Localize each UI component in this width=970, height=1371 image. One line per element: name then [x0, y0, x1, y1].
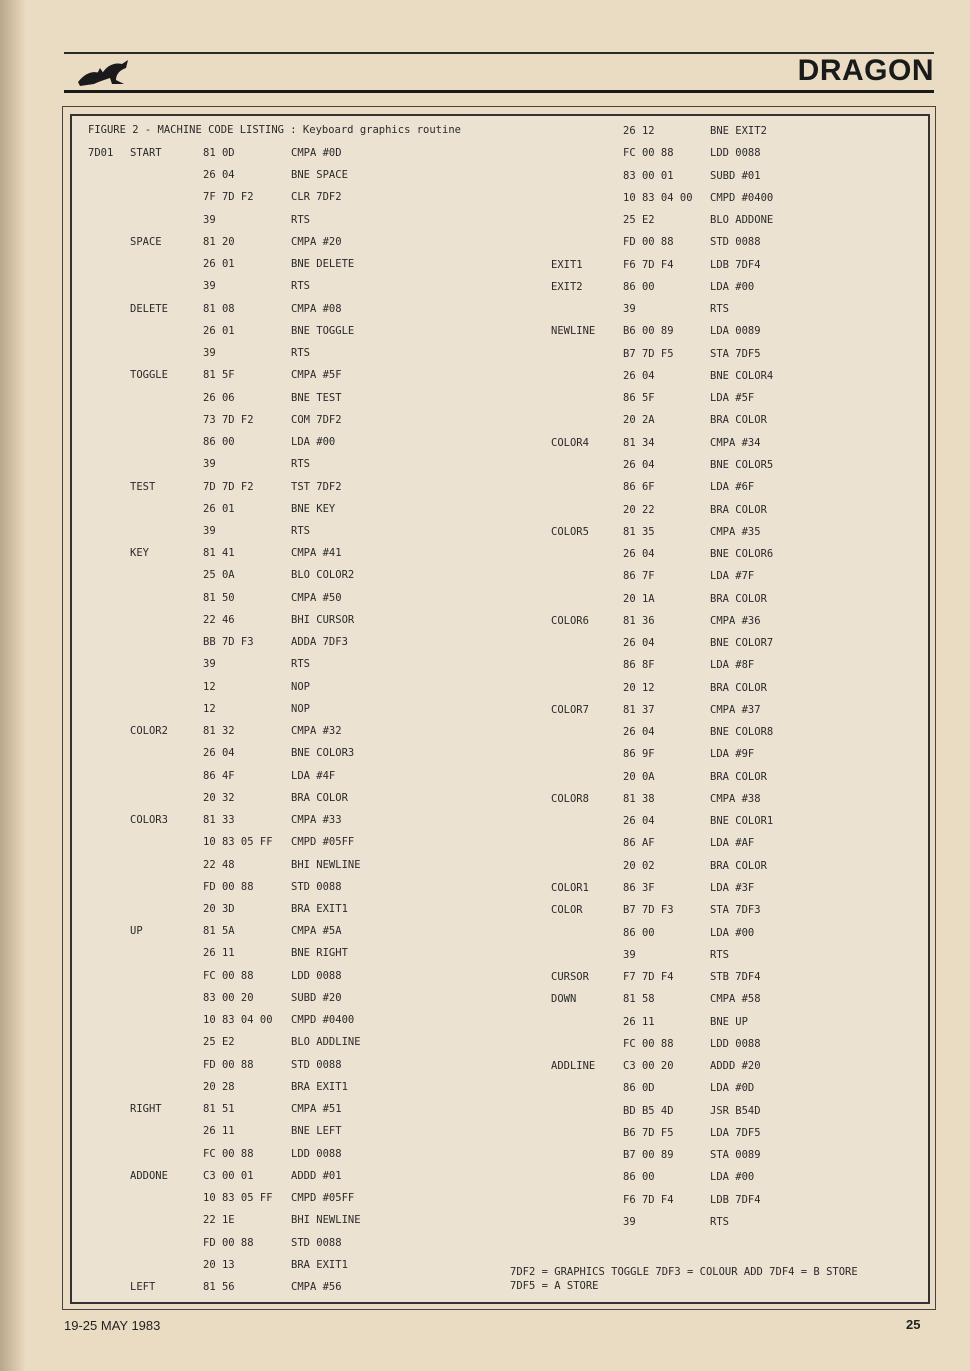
code-label: COLOR1: [551, 882, 589, 895]
code-label: LEFT: [130, 1281, 156, 1293]
right-code-line: [0, 281, 970, 295]
hex-bytes: BD B5 4D: [623, 1104, 674, 1117]
code-label: COLOR3: [130, 814, 168, 827]
hex-bytes: 20 32: [203, 791, 235, 804]
right-code-line: [0, 837, 970, 851]
right-code-line: [0, 259, 970, 273]
assembly-instruction: RTS: [291, 280, 310, 293]
assembly-instruction: LDA #00: [710, 1171, 755, 1184]
hex-bytes: 86 0D: [623, 1082, 655, 1095]
hex-bytes: 83 00 01: [623, 169, 674, 182]
assembly-instruction: BRA COLOR: [710, 503, 767, 516]
assembly-instruction: BHI NEWLINE: [291, 1214, 361, 1227]
hex-bytes: FD 00 88: [203, 1236, 254, 1249]
assembly-instruction: BRA COLOR: [710, 592, 767, 605]
hex-bytes: 26 04: [623, 369, 655, 382]
assembly-instruction: BRA EXIT1: [291, 1080, 348, 1093]
hex-bytes: 86 5F: [623, 392, 655, 405]
hex-bytes: 26 04: [203, 747, 235, 760]
code-label: COLOR5: [551, 525, 589, 538]
code-label: ADDONE: [130, 1169, 168, 1182]
assembly-instruction: BNE EXIT2: [710, 125, 767, 137]
assembly-instruction: NOP: [291, 680, 310, 693]
hex-bytes: C3 00 01: [203, 1169, 254, 1182]
right-code-line: [0, 860, 970, 874]
assembly-instruction: BNE COLOR8: [710, 726, 774, 739]
assembly-instruction: NOP: [291, 702, 310, 715]
assembly-instruction: CMPA #36: [710, 614, 761, 627]
assembly-instruction: ADDD #01: [291, 1169, 342, 1182]
right-code-line: [0, 214, 970, 228]
hex-bytes: 39: [203, 213, 216, 226]
right-code-line: [0, 526, 970, 540]
right-code-line: [0, 481, 970, 495]
left-code-line: [0, 1237, 970, 1251]
assembly-instruction: BNE SPACE: [291, 169, 348, 182]
code-label: CURSOR: [551, 971, 589, 984]
hex-bytes: 26 11: [623, 1015, 655, 1028]
assembly-instruction: RTS: [710, 1216, 729, 1228]
assembly-instruction: LDA #00: [291, 436, 336, 449]
hex-bytes: 26 01: [203, 324, 235, 337]
hex-bytes: 81 35: [623, 525, 655, 538]
assembly-instruction: BNE TEST: [291, 391, 342, 404]
hex-bytes: B7 00 89: [623, 1149, 674, 1162]
assembly-instruction: CMPD #0400: [291, 1014, 355, 1027]
hex-bytes: 39: [623, 303, 636, 316]
assembly-instruction: BRA COLOR: [710, 681, 767, 694]
assembly-instruction: BNE COLOR1: [710, 815, 774, 828]
assembly-instruction: BNE DELETE: [291, 258, 355, 271]
assembly-instruction: BNE COLOR7: [710, 637, 774, 650]
assembly-instruction: CLR 7DF2: [291, 191, 342, 204]
code-label: KEY: [130, 547, 149, 560]
assembly-instruction: LDA #9F: [710, 748, 755, 761]
hex-bytes: FC 00 88: [623, 1037, 674, 1050]
hex-bytes: 25 E2: [203, 1036, 235, 1049]
assembly-instruction: LDD 0088: [710, 147, 761, 160]
right-code-line: [0, 1105, 970, 1119]
hex-bytes: 81 33: [203, 814, 235, 827]
code-label: COLOR4: [551, 436, 589, 449]
assembly-instruction: ADDD #20: [710, 1060, 761, 1073]
right-code-line: [0, 192, 970, 206]
hex-bytes: 86 00: [623, 926, 655, 939]
right-code-line: [0, 147, 970, 161]
hex-bytes: B7 7D F5: [623, 347, 674, 360]
hex-bytes: 39: [203, 347, 216, 360]
assembly-instruction: LDA #00: [710, 926, 755, 939]
right-code-line: [0, 236, 970, 250]
right-code-line: [0, 1016, 970, 1030]
hex-bytes: 86 6F: [623, 481, 655, 494]
assembly-instruction: BNE COLOR5: [710, 458, 774, 471]
hex-bytes: 26 04: [623, 726, 655, 739]
hex-bytes: 12: [203, 702, 216, 715]
hex-bytes: 81 5A: [203, 925, 235, 938]
hex-bytes: 20 12: [623, 681, 655, 694]
right-code-line: [0, 615, 970, 629]
hex-bytes: 86 8F: [623, 659, 655, 672]
assembly-instruction: RTS: [710, 948, 729, 961]
right-code-line: [0, 971, 970, 985]
assembly-instruction: BNE RIGHT: [291, 947, 348, 960]
assembly-instruction: CMPA #51: [291, 1103, 342, 1116]
assembly-instruction: TST 7DF2: [291, 480, 342, 493]
code-label: SPACE: [130, 235, 162, 248]
right-code-line: [0, 1216, 970, 1230]
assembly-instruction: BRA COLOR: [710, 859, 767, 872]
assembly-instruction: LDA #0D: [710, 1082, 755, 1095]
assembly-instruction: STA 7DF3: [710, 904, 761, 917]
right-code-line: [0, 659, 970, 673]
assembly-instruction: CMPD #0400: [710, 191, 774, 204]
hex-bytes: F7 7D F4: [623, 971, 674, 984]
hex-bytes: 86 00: [623, 1171, 655, 1184]
hex-bytes: 10 83 05 FF: [203, 836, 273, 849]
hex-bytes: 26 01: [203, 502, 235, 515]
hex-bytes: C3 00 20: [623, 1060, 674, 1073]
hex-bytes: F6 7D F4: [623, 258, 674, 271]
hex-bytes: 86 3F: [623, 882, 655, 895]
assembly-instruction: CMPA #08: [291, 302, 342, 315]
assembly-instruction: BLO ADDLINE: [291, 1036, 361, 1049]
hex-bytes: B6 7D F5: [623, 1126, 674, 1139]
hex-bytes: 81 36: [623, 614, 655, 627]
assembly-instruction: BRA EXIT1: [291, 1258, 348, 1271]
hex-bytes: 39: [623, 1216, 636, 1228]
assembly-instruction: ADDA 7DF3: [291, 636, 348, 649]
hex-bytes: 81 32: [203, 725, 235, 738]
assembly-instruction: LDA #5F: [710, 392, 755, 405]
right-code-line: [0, 125, 970, 139]
hex-bytes: 20 28: [203, 1080, 235, 1093]
assembly-instruction: CMPD #05FF: [291, 836, 355, 849]
hex-bytes: 20 22: [623, 503, 655, 516]
hex-bytes: 81 41: [203, 547, 235, 560]
hex-bytes: 26 11: [203, 947, 235, 960]
assembly-instruction: RTS: [291, 213, 310, 226]
assembly-instruction: STD 0088: [291, 1236, 342, 1249]
right-code-line: [0, 504, 970, 518]
hex-bytes: 26 04: [623, 458, 655, 471]
right-code-line: [0, 303, 970, 317]
assembly-instruction: BRA COLOR: [710, 770, 767, 783]
assembly-instruction: LDD 0088: [291, 1147, 342, 1160]
hex-bytes: 26 06: [203, 391, 235, 404]
assembly-instruction: BHI CURSOR: [291, 613, 355, 626]
assembly-instruction: RTS: [710, 303, 729, 316]
hex-bytes: 22 46: [203, 613, 235, 626]
right-code-line: [0, 325, 970, 339]
assembly-instruction: CMPA #58: [710, 993, 761, 1006]
assembly-instruction: STB 7DF4: [710, 971, 761, 984]
assembly-instruction: CMPA #5F: [291, 369, 342, 382]
assembly-instruction: SUBD #20: [291, 991, 342, 1004]
assembly-instruction: LDD 0088: [710, 1037, 761, 1050]
figure-footnote: [510, 1265, 858, 1293]
assembly-instruction: LDA 0089: [710, 325, 761, 338]
magazine-section-title: DRAGON: [797, 54, 934, 87]
hex-bytes: 86 00: [623, 280, 655, 293]
hex-bytes: 73 7D F2: [203, 413, 254, 426]
assembly-instruction: LDA #3F: [710, 882, 755, 895]
figure-title: FIGURE 2 - MACHINE CODE LISTING : Keyboard graphics routine: [88, 124, 461, 136]
hex-bytes: 20 13: [203, 1258, 235, 1271]
right-code-line: [0, 993, 970, 1007]
assembly-instruction: STD 0088: [291, 880, 342, 893]
assembly-instruction: LDB 7DF4: [710, 258, 761, 271]
assembly-instruction: BNE TOGGLE: [291, 324, 355, 337]
start-address: 7D01: [88, 147, 114, 159]
right-code-line: [0, 904, 970, 918]
hex-bytes: 20 3D: [203, 903, 235, 915]
assembly-instruction: RTS: [291, 347, 310, 360]
hex-bytes: 39: [623, 948, 636, 961]
hex-bytes: FD 00 88: [623, 236, 674, 249]
right-code-line: [0, 370, 970, 384]
assembly-instruction: SUBD #01: [710, 169, 761, 182]
assembly-instruction: BNE COLOR3: [291, 747, 355, 760]
hex-bytes: 20 02: [623, 859, 655, 872]
hex-bytes: 81 0D: [203, 147, 235, 159]
hex-bytes: 22 48: [203, 858, 235, 871]
hex-bytes: 26 12: [623, 125, 655, 137]
right-code-line: [0, 1060, 970, 1074]
code-label: COLOR6: [551, 614, 589, 627]
assembly-instruction: CMPA #56: [291, 1281, 342, 1293]
assembly-instruction: CMPA #0D: [291, 147, 342, 159]
assembly-instruction: LDD 0088: [291, 969, 342, 982]
hex-bytes: 86 9F: [623, 748, 655, 761]
hex-bytes: 26 04: [623, 637, 655, 650]
code-label: COLOR2: [130, 725, 168, 738]
assembly-instruction: CMPA #38: [710, 792, 761, 805]
assembly-instruction: BLO COLOR2: [291, 569, 355, 582]
dragon-logo-icon: [76, 58, 132, 88]
right-code-line: [0, 704, 970, 718]
hex-bytes: 26 11: [203, 1125, 235, 1138]
right-code-line: [0, 726, 970, 740]
right-code-line: [0, 1127, 970, 1141]
assembly-instruction: STD 0088: [710, 236, 761, 249]
assembly-instruction: CMPA #32: [291, 725, 342, 738]
right-code-line: [0, 1082, 970, 1096]
hex-bytes: FC 00 88: [203, 969, 254, 982]
assembly-instruction: LDA #6F: [710, 481, 755, 494]
hex-bytes: 20 2A: [623, 414, 655, 427]
code-label: EXIT2: [551, 280, 583, 293]
code-label: ADDLINE: [551, 1060, 596, 1073]
assembly-instruction: STD 0088: [291, 1058, 342, 1071]
hex-bytes: 25 E2: [623, 214, 655, 227]
right-code-line: [0, 637, 970, 651]
page-number: 25: [906, 1317, 921, 1332]
hex-bytes: 7F 7D F2: [203, 191, 254, 204]
hex-bytes: 81 34: [623, 436, 655, 449]
code-label: EXIT1: [551, 258, 583, 271]
right-code-line: [0, 682, 970, 696]
hex-bytes: 81 38: [623, 792, 655, 805]
hex-bytes: 10 83 04 00: [623, 191, 693, 204]
hex-bytes: B6 00 89: [623, 325, 674, 338]
assembly-instruction: BHI NEWLINE: [291, 858, 361, 871]
assembly-instruction: BNE LEFT: [291, 1125, 342, 1138]
hex-bytes: 7D 7D F2: [203, 480, 254, 493]
hex-bytes: F6 7D F4: [623, 1193, 674, 1206]
hex-bytes: 81 56: [203, 1281, 235, 1293]
assembly-instruction: LDA 7DF5: [710, 1126, 761, 1139]
assembly-instruction: STA 0089: [710, 1149, 761, 1162]
hex-bytes: B7 7D F3: [623, 904, 674, 917]
right-code-line: [0, 348, 970, 362]
hex-bytes: 39: [203, 658, 216, 671]
assembly-instruction: STA 7DF5: [710, 347, 761, 360]
hex-bytes: 26 04: [623, 548, 655, 561]
hex-bytes: 86 AF: [623, 837, 655, 850]
right-code-line: [0, 392, 970, 406]
code-label: COLOR7: [551, 703, 589, 716]
hex-bytes: FC 00 88: [203, 1147, 254, 1160]
hex-bytes: 39: [203, 525, 216, 537]
assembly-instruction: BRA COLOR: [291, 791, 348, 804]
right-code-line: [0, 1194, 970, 1208]
code-label: COLOR: [551, 904, 583, 917]
right-code-line: [0, 949, 970, 963]
code-label: TOGGLE: [130, 369, 168, 382]
assembly-instruction: CMPA #41: [291, 547, 342, 560]
assembly-instruction: RTS: [291, 658, 310, 671]
assembly-instruction: LDA #00: [710, 280, 755, 293]
right-code-line: [0, 548, 970, 562]
assembly-instruction: LDB 7DF4: [710, 1193, 761, 1206]
assembly-instruction: RTS: [291, 458, 310, 471]
hex-bytes: 81 50: [203, 591, 235, 604]
assembly-instruction: CMPA #33: [291, 814, 342, 827]
right-code-line: [0, 882, 970, 896]
footnote-line-1: 7DF2 = GRAPHICS TOGGLE 7DF3 = COLOUR ADD 7DF4 = B STORE: [510, 1266, 858, 1278]
hex-bytes: 81 20: [203, 235, 235, 248]
hex-bytes: 10 83 04 00: [203, 1014, 273, 1027]
hex-bytes: 81 51: [203, 1103, 235, 1116]
code-label: DELETE: [130, 302, 168, 315]
hex-bytes: 39: [203, 458, 216, 471]
hex-bytes: 26 04: [203, 169, 235, 182]
hex-bytes: 25 0A: [203, 569, 235, 582]
right-code-line: [0, 593, 970, 607]
right-code-line: [0, 1171, 970, 1185]
hex-bytes: BB 7D F3: [203, 636, 254, 649]
hex-bytes: 81 08: [203, 302, 235, 315]
code-label: COLOR8: [551, 792, 589, 805]
assembly-instruction: CMPA #50: [291, 591, 342, 604]
hex-bytes: 22 1E: [203, 1214, 235, 1227]
assembly-instruction: BNE COLOR6: [710, 548, 774, 561]
assembly-instruction: BNE KEY: [291, 502, 336, 515]
hex-bytes: 81 5F: [203, 369, 235, 382]
assembly-instruction: CMPA #37: [710, 703, 761, 716]
hex-bytes: 20 1A: [623, 592, 655, 605]
footnote-line-2: 7DF5 = A STORE: [510, 1280, 599, 1292]
assembly-instruction: BRA COLOR: [710, 414, 767, 427]
hex-bytes: FD 00 88: [203, 1058, 254, 1071]
assembly-instruction: BRA EXIT1: [291, 903, 348, 915]
right-code-line: [0, 771, 970, 785]
right-code-line: [0, 1038, 970, 1052]
assembly-instruction: JSR B54D: [710, 1104, 761, 1117]
assembly-instruction: BLO ADDONE: [710, 214, 774, 227]
right-code-line: [0, 414, 970, 428]
hex-bytes: 86 4F: [203, 769, 235, 782]
right-code-line: [0, 170, 970, 184]
assembly-instruction: CMPD #05FF: [291, 1192, 355, 1205]
right-code-line: [0, 570, 970, 584]
hex-bytes: 86 7F: [623, 570, 655, 583]
assembly-instruction: BNE COLOR4: [710, 369, 774, 382]
code-label: UP: [130, 925, 143, 938]
hex-bytes: 26 04: [623, 815, 655, 828]
right-code-line: [0, 793, 970, 807]
right-code-line: [0, 437, 970, 451]
hex-bytes: 81 37: [623, 703, 655, 716]
assembly-instruction: LDA #4F: [291, 769, 336, 782]
assembly-instruction: CMPA #5A: [291, 925, 342, 938]
assembly-instruction: LDA #7F: [710, 570, 755, 583]
right-code-line: [0, 748, 970, 762]
code-label: TEST: [130, 480, 156, 493]
hex-bytes: 10 83 05 FF: [203, 1192, 273, 1205]
assembly-instruction: LDA #AF: [710, 837, 755, 850]
assembly-instruction: COM 7DF2: [291, 413, 342, 426]
issue-date: 19-25 MAY 1983: [64, 1318, 161, 1333]
hex-bytes: 81 58: [623, 993, 655, 1006]
assembly-instruction: LDA #8F: [710, 659, 755, 672]
hex-bytes: 20 0A: [623, 770, 655, 783]
assembly-instruction: CMPA #20: [291, 235, 342, 248]
right-code-line: [0, 1149, 970, 1163]
hex-bytes: FC 00 88: [623, 147, 674, 160]
assembly-instruction: BNE UP: [710, 1015, 748, 1028]
assembly-instruction: RTS: [291, 525, 310, 537]
hex-bytes: 83 00 20: [203, 991, 254, 1004]
hex-bytes: 12: [203, 680, 216, 693]
code-label: START: [130, 147, 162, 159]
code-label: RIGHT: [130, 1103, 162, 1116]
hex-bytes: 39: [203, 280, 216, 293]
assembly-instruction: CMPA #35: [710, 525, 761, 538]
right-code-line: [0, 459, 970, 473]
header-bottom-rule: [64, 90, 934, 93]
right-code-line: [0, 927, 970, 941]
code-label: DOWN: [551, 993, 577, 1006]
right-code-line: [0, 815, 970, 829]
code-label: NEWLINE: [551, 325, 596, 338]
hex-bytes: FD 00 88: [203, 880, 254, 893]
assembly-instruction: CMPA #34: [710, 436, 761, 449]
hex-bytes: 26 01: [203, 258, 235, 271]
hex-bytes: 86 00: [203, 436, 235, 449]
